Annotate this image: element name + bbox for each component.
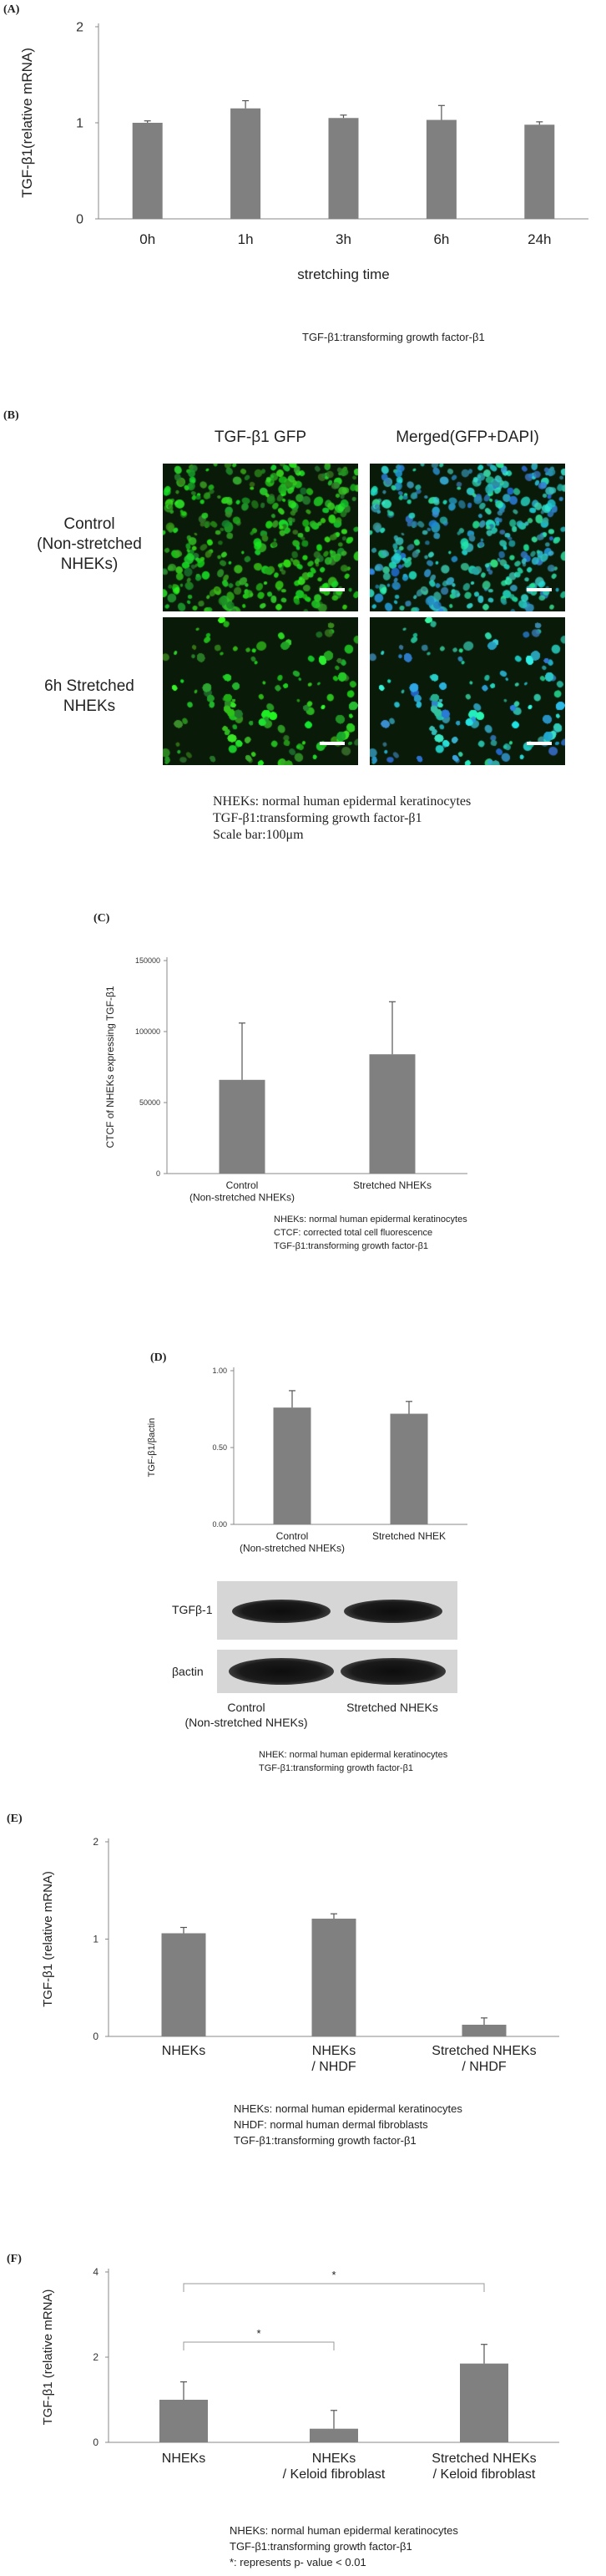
scale-bar: [320, 742, 345, 745]
y-tick-label: 2: [76, 20, 83, 35]
bar: [159, 2400, 208, 2442]
panel-e-label: (E): [7, 1813, 23, 1825]
scale-bar: [527, 742, 552, 745]
bar: [370, 1054, 416, 1174]
panel-d-chart: [134, 1357, 484, 1554]
panel-d-note: NHEK: normal human epidermal keratinocytes TGF-β1:transforming growth factor-β1: [259, 1750, 448, 1773]
stretched-merged-image: [370, 617, 565, 765]
significance-bracket: [184, 2284, 484, 2292]
y-tick-label: 0.00: [212, 1520, 227, 1529]
panel-f-label: (F): [7, 2253, 22, 2265]
blot-lane-label-stretched: Stretched NHEKs: [346, 1701, 438, 1714]
bar: [133, 123, 163, 219]
bar: [220, 1080, 265, 1174]
x-tick-label: Stretched NHEK: [371, 1530, 447, 1542]
x-tick-label: Stretched NHEKs: [352, 1179, 432, 1191]
y-tick-label: 1: [93, 1933, 98, 1945]
bar: [329, 118, 359, 219]
panel-d-label: (D): [150, 1351, 167, 1364]
bar: [310, 2429, 358, 2442]
x-tick-label: Control (Non-stretched NHEKs): [189, 1179, 295, 1204]
significance-bracket: [184, 2342, 334, 2350]
x-tick-label: 3h: [336, 231, 351, 247]
y-axis-label: TGF-β1(relative mRNA): [19, 48, 35, 198]
stretched-gfp-image: [163, 617, 358, 765]
blot-bactin: [217, 1650, 457, 1693]
significance-label: *: [256, 2327, 261, 2340]
y-tick-label: 4: [93, 2266, 98, 2279]
y-axis-label: CTCF of NHEKs expressing TGF-β1: [104, 986, 116, 1149]
x-tick-label: Stretched NHEKs / NHDF: [432, 2044, 537, 2075]
stretched-row-label: 6h Stretched NHEKs: [44, 677, 134, 715]
x-tick-label: Stretched NHEKs / Keloid fibroblast: [432, 2452, 537, 2482]
blot-row-label-tgfb1: TGFβ-1: [172, 1603, 213, 1616]
y-tick-label: 0: [76, 212, 83, 227]
x-tick-label: 1h: [237, 231, 254, 247]
y-axis-label: TGF-β1 (relative mRNA): [41, 2289, 55, 2426]
y-tick-label: 150000: [134, 956, 160, 966]
y-axis-label: TGF-β1/βactin: [147, 1417, 157, 1478]
y-tick-label: 0: [93, 2031, 98, 2043]
control-gfp-image: [163, 464, 358, 611]
blot-lane-label-control: Control (Non-stretched NHEKs): [184, 1701, 308, 1729]
bar: [462, 2025, 507, 2036]
bar: [427, 120, 457, 219]
y-tick-label: 1: [76, 116, 83, 131]
panel-b-label: (B): [3, 409, 19, 422]
x-tick-label: 0h: [139, 231, 156, 247]
panel-c-label: (C): [93, 912, 110, 925]
x-tick-label: NHEKs: [161, 2452, 206, 2466]
panel-f-chart: [25, 2255, 576, 2506]
panel-f-note: NHEKs: normal human epidermal keratinocytes TGF-β1:transforming growth factor-β1 *: represents p- value < 0.01: [230, 2524, 458, 2568]
bar: [274, 1407, 311, 1524]
x-axis-label: stretching time: [297, 266, 390, 282]
panel-a-note: TGF-β1:transforming growth factor-β1: [302, 331, 485, 343]
bar: [391, 1414, 428, 1524]
merged-column-header: Merged(GFP+DAPI): [396, 428, 539, 446]
bar: [524, 124, 554, 219]
scale-bar: [320, 588, 345, 591]
bar: [230, 109, 260, 219]
y-tick-label: 0.50: [212, 1443, 227, 1453]
y-tick-label: 2: [93, 2351, 98, 2364]
y-tick-label: 2: [93, 1836, 98, 1848]
x-tick-label: Control (Non-stretched NHEKs): [239, 1530, 346, 1554]
x-tick-label: NHEKs: [161, 2044, 206, 2058]
x-tick-label: 24h: [528, 231, 552, 247]
panel-a-label: (A): [3, 3, 20, 16]
y-tick-label: 0: [155, 1169, 160, 1179]
panel-b-note: NHEKs: normal human epidermal keratinocytes TGF-β1:transforming growth factor-β1 Scale bar:100μm: [213, 794, 472, 842]
bar: [162, 1934, 206, 2036]
y-tick-label: 0: [93, 2437, 98, 2449]
blot-band-stretched-bactin: [341, 1658, 446, 1685]
panel-c-chart: [83, 927, 518, 1204]
blot-band-control-tgfb1: [232, 1600, 331, 1623]
panel-a-chart: [0, 8, 606, 292]
y-tick-label: 50000: [139, 1098, 160, 1108]
blot-band-control-bactin: [229, 1658, 334, 1685]
y-tick-label: 100000: [134, 1027, 160, 1037]
x-tick-label: 6h: [433, 231, 450, 247]
blot-band-stretched-tgfb1: [344, 1600, 442, 1623]
gfp-column-header: TGF-β1 GFP: [214, 428, 307, 446]
x-tick-label: NHEKs / Keloid fibroblast: [282, 2452, 386, 2482]
blot-row-label-bactin: βactin: [172, 1665, 204, 1678]
blot-tgfb1: [217, 1581, 457, 1640]
y-axis-label: TGF-β1 (relative mRNA): [41, 1871, 55, 2007]
panel-c-note: NHEKs: normal human epidermal keratinocytes CTCF: corrected total cell fluorescence TGF-β1:transforming growth factor-β1: [274, 1214, 467, 1251]
x-tick-label: NHEKs / NHDF: [311, 2044, 356, 2075]
bar: [460, 2364, 508, 2442]
significance-label: *: [331, 2269, 336, 2281]
scale-bar: [527, 588, 552, 591]
control-merged-image: [370, 464, 565, 611]
panel-e-chart: [25, 1825, 576, 2076]
y-tick-label: 1.00: [212, 1367, 227, 1376]
panel-e-note: NHEKs: normal human epidermal keratinocytes NHDF: normal human dermal fibroblasts TGF-β1:transforming growth factor-β1: [234, 2102, 462, 2147]
bar: [312, 1919, 356, 2036]
control-row-label: Control (Non-stretched NHEKs): [37, 515, 142, 573]
